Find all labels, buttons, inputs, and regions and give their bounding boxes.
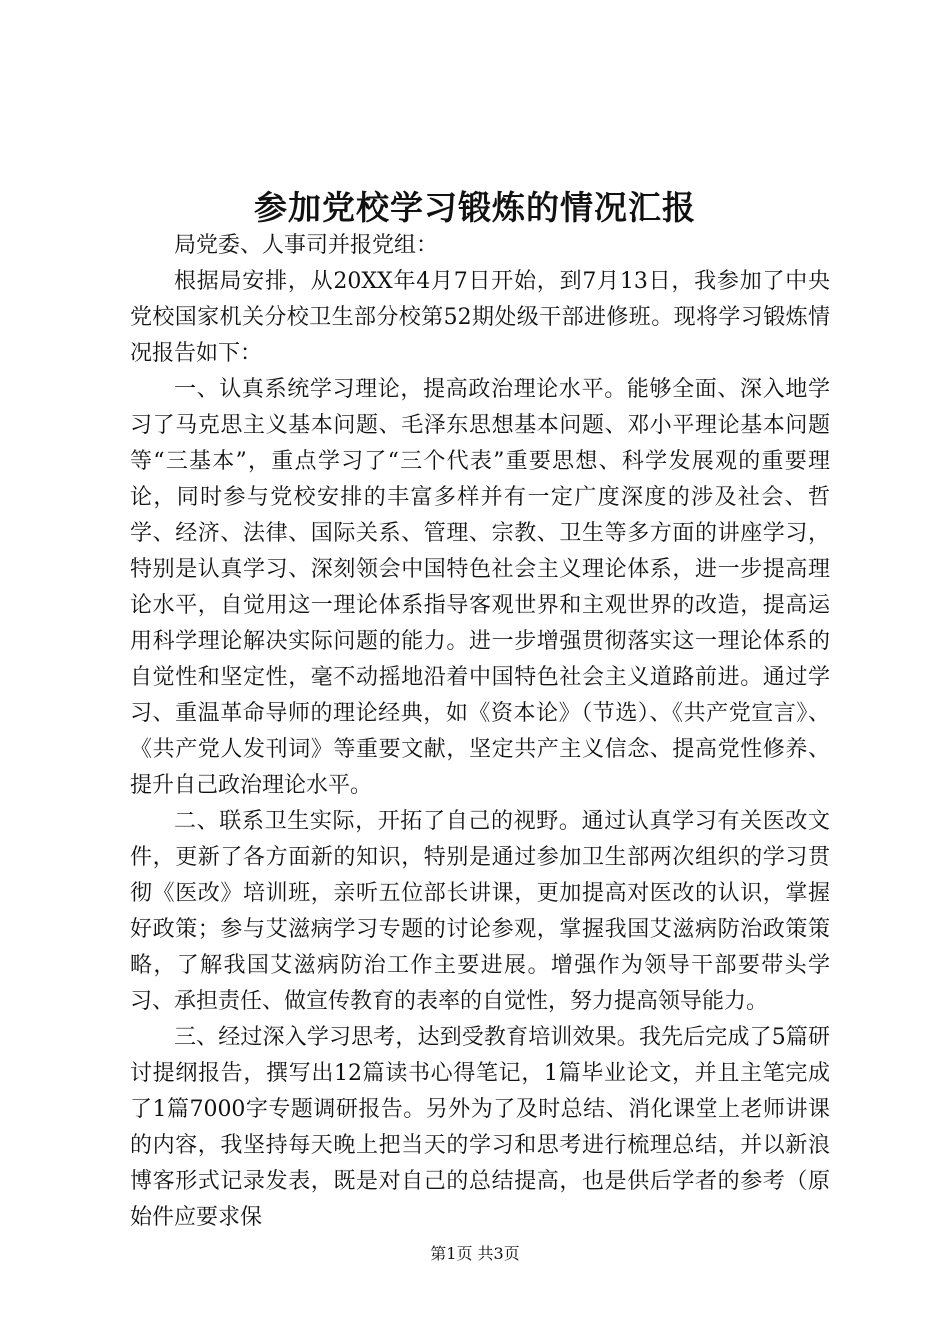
salutation-paragraph: 局党委、人事司并报党组： <box>174 233 439 258</box>
intro-paragraph: 根据局安排，从20XX年4月7日开始，到7月13日，我参加了中央党校国家机关分校卫生部分校第52期处级干部进修班。现将学习锻炼情况报告如下： <box>130 269 830 366</box>
document-title: 参加党校学习锻炼的情况汇报 <box>254 188 696 227</box>
section-three-paragraph: 三、经过深入学习思考，达到受教育培训效果。我先后完成了5篇研讨提纲报告，撰写出12篇读书心得笔记，1篇毕业论文，并且主笔完成了1篇7000字专题调研报告。另外为了及时总结、消化课堂上老师讲课的内容，我坚持每天晚上把当天的学习和思考进行梳理总结，并以新浪博客形式记录发表，既是对自己的总结提高，也是供后学者的参考（原始件应要求保 <box>130 1025 830 1230</box>
document-body <box>130 228 830 1236</box>
section-two-paragraph: 二、联系卫生实际，开拓了自己的视野。通过认真学习有关医改文件，更新了各方面新的知识，特别是通过参加卫生部两次组织的学习贯彻《医改》培训班，亲听五位部长讲课，更加提高对医改的认识，掌握好政策；参与艾滋病学习专题的讨论参观，掌握我国艾滋病防治政策策略，了解我国艾滋病防治工作主要进展。增强作为领导干部要带头学习、承担责任、做宣传教育的表率的自觉性，努力提高领导能力。 <box>130 809 830 1014</box>
page-footer: 第1页 共3页 <box>430 1244 520 1263</box>
section-one-paragraph: 一、认真系统学习理论，提高政治理论水平。能够全面、深入地学习了马克思主义基本问题、毛泽东思想基本问题、邓小平理论基本问题等“三基本”，重点学习了“三个代表”重要思想、科学发展观的重要理论，同时参与党校安排的丰富多样并有一定广度深度的涉及社会、哲学、经济、法律、国际关系、管理、宗教、卫生等多方面的讲座学习，特别是认真学习、深刻领会中国特色社会主义理论体系，进一步提高理论水平，自觉用这一理论体系指导客观世界和主观世界的改造，提高运用科学理论解决实际问题的能力。进一步增强贯彻落实这一理论体系的自觉性和坚定性，毫不动摇地沿着中国特色社会主义道路前进。通过学习、重温革命导师的理论经典，如《资本论》（节选）、《共产党宣言》、《共产党人发刊词》等重要文献，坚定共产主义信念、提高党性修养、提升自己政治理论水平。 <box>130 377 830 798</box>
